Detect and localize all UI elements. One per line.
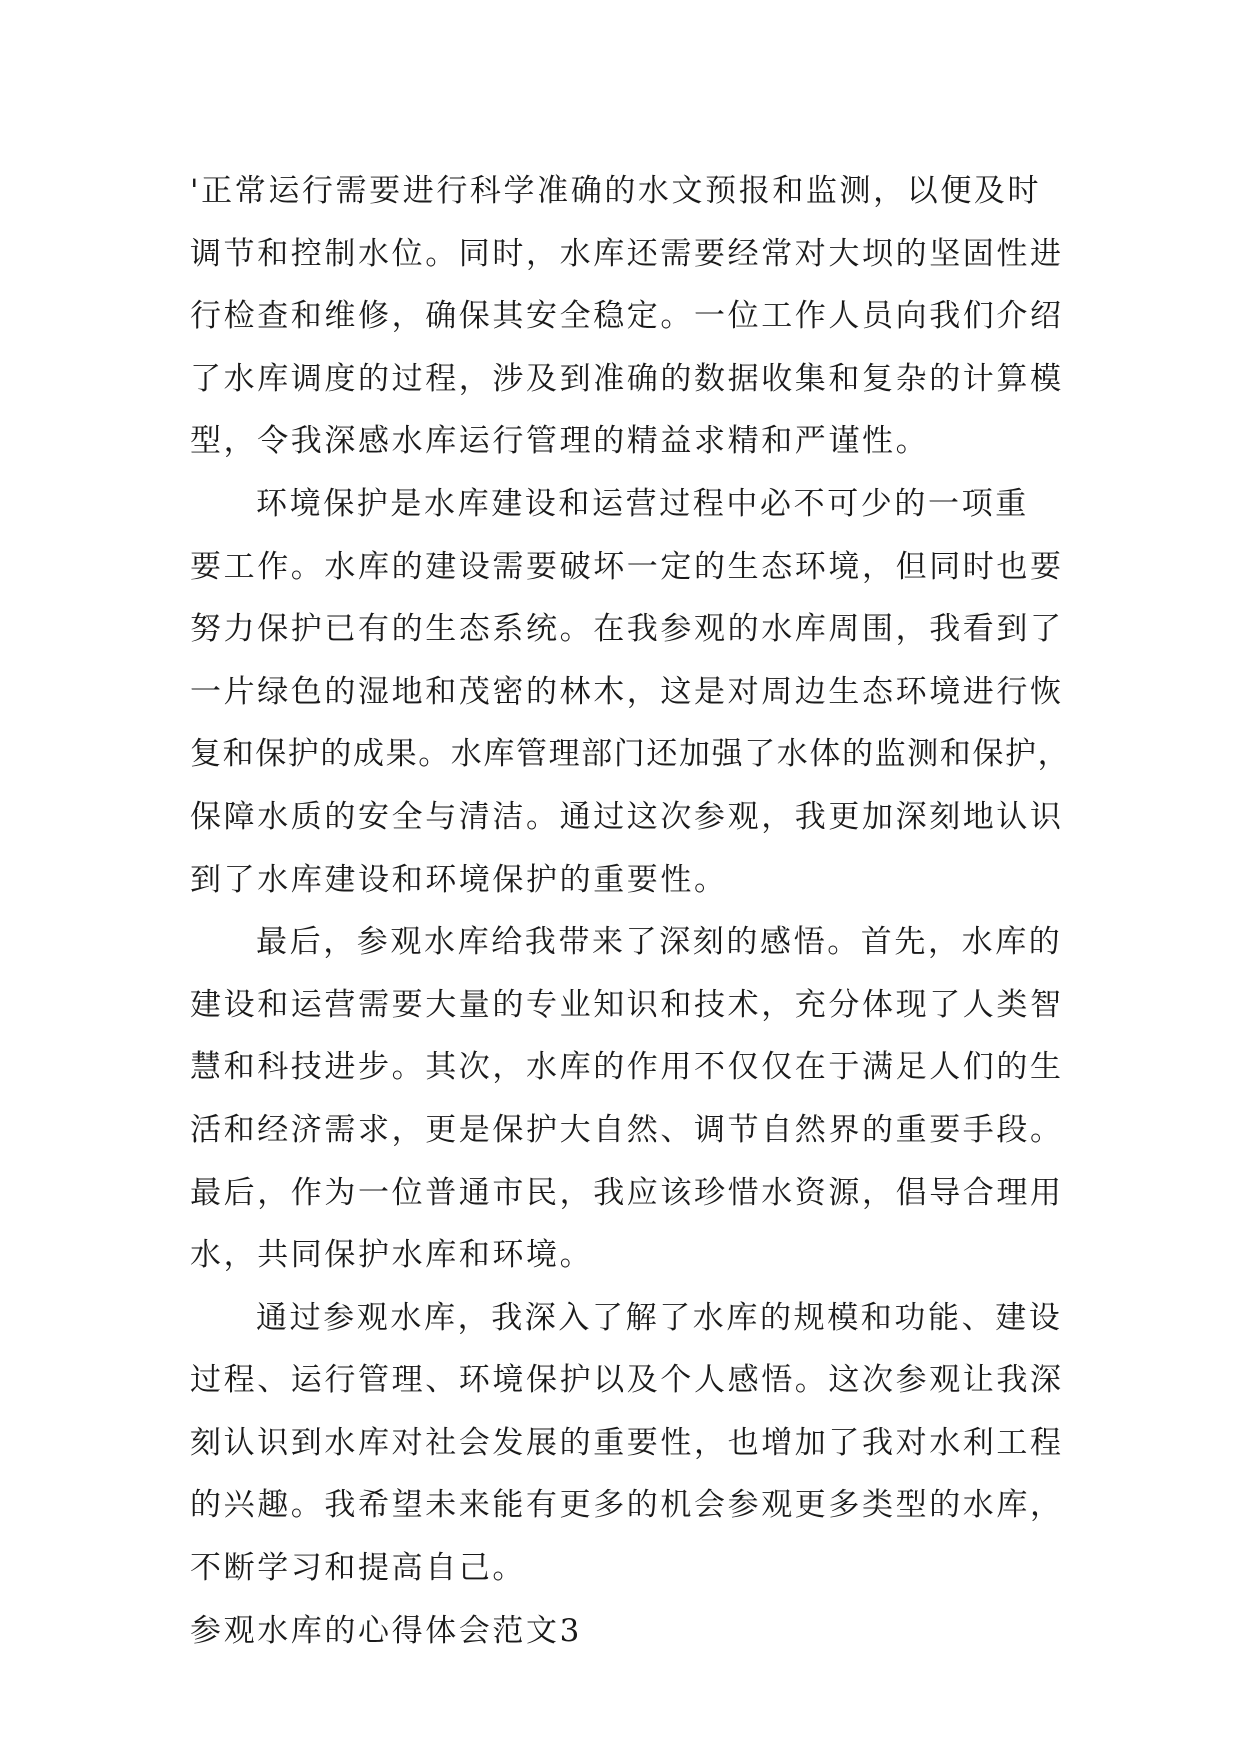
- text-line: 行检查和维修，确保其安全稳定。一位工作人员向我们介绍: [190, 298, 1064, 335]
- text-line: 要工作。水库的建设需要破坏一定的生态环境，但同时也要: [190, 548, 1064, 585]
- text-line: 慧和科技进步。其次，水库的作用不仅仅在于满足人们的生: [190, 1049, 1064, 1086]
- text-line: 过程、运行管理、环境保护以及个人感悟。这次参观让我深: [190, 1362, 1064, 1399]
- text-line: 刻认识到水库对社会发展的重要性，也增加了我对水利工程: [190, 1424, 1064, 1461]
- text-line: 活和经济需求，更是保护大自然、调节自然界的重要手段。: [190, 1111, 1064, 1148]
- text-line: 通过参观水库，我深入了解了水库的规模和功能、建设: [256, 1299, 1063, 1336]
- text-line: 型，令我深感水库运行管理的精益求精和严谨性。: [190, 423, 930, 460]
- text-line: 最后，作为一位普通市民，我应该珍惜水资源，倡导合理用: [190, 1174, 1064, 1211]
- text-line: 水，共同保护水库和环境。: [190, 1237, 594, 1274]
- text-line: 一片绿色的湿地和茂密的林木，这是对周边生态环境进行恢: [190, 673, 1064, 710]
- text-line: 保障水质的安全与清洁。通过这次参观，我更加深刻地认识: [190, 798, 1064, 835]
- section-heading: 参观水库的心得体会范文3: [190, 1612, 582, 1649]
- text-line: 环境保护是水库建设和运营过程中必不可少的一项重: [256, 485, 1029, 522]
- text-line: 了水库调度的过程，涉及到准确的数据收集和复杂的计算模: [190, 360, 1064, 397]
- text-line: 努力保护已有的生态系统。在我参观的水库周围，我看到了: [190, 611, 1064, 648]
- text-line: '正常运行需要进行科学准确的水文预报和监测，以便及时: [190, 173, 1042, 209]
- text-line: 的兴趣。我希望未来能有更多的机会参观更多类型的水库，: [190, 1487, 1064, 1524]
- text-line: 到了水库建设和环境保护的重要性。: [190, 861, 728, 898]
- body-text: [190, 160, 1070, 1662]
- text-line: 不断学习和提高自己。: [190, 1550, 526, 1587]
- text-line: 复和保护的成果。水库管理部门还加强了水体的监测和保护，: [190, 736, 1071, 773]
- text-line: 最后，参观水库给我带来了深刻的感悟。首先，水库的: [256, 924, 1063, 961]
- text-line: 调节和控制水位。同时，水库还需要经常对大坝的坚固性进: [190, 235, 1064, 272]
- text-line: 建设和运营需要大量的专业知识和技术，充分体现了人类智: [190, 986, 1064, 1023]
